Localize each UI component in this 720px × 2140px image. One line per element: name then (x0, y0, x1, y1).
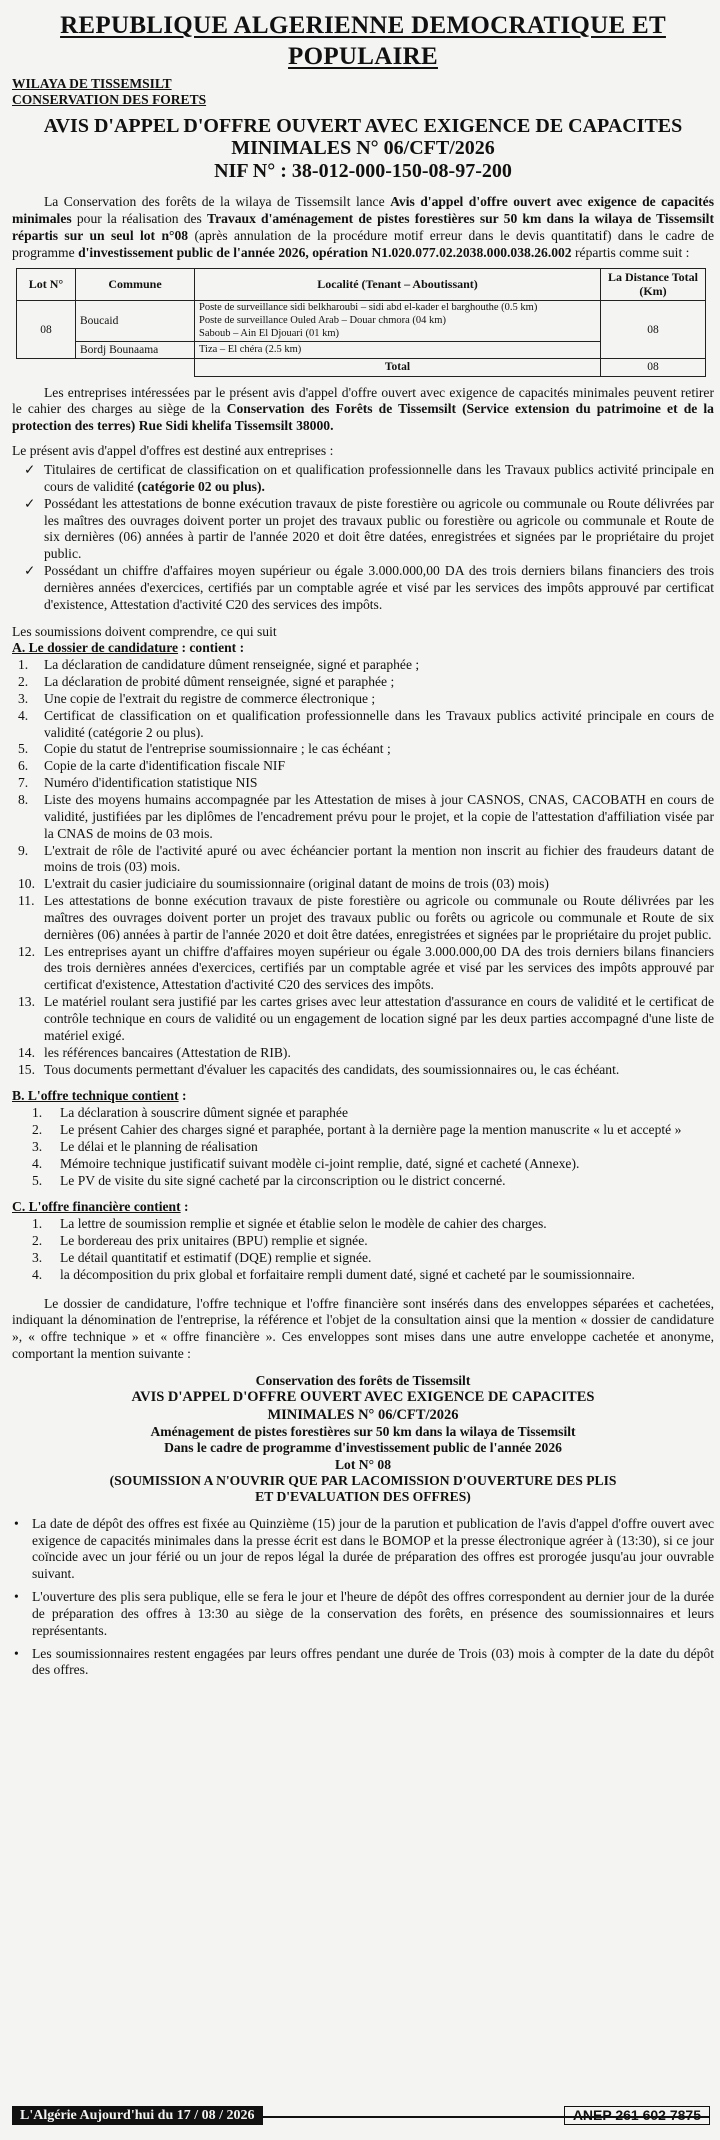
list-item-text: Une copie de l'extrait du registre de commerce électronique ; (44, 690, 376, 706)
list-item-number: 5. (32, 1172, 43, 1188)
list-item (12, 876, 714, 893)
lots-table-header (17, 268, 706, 301)
list-item (12, 775, 714, 792)
list-item-text: les références bancaires (Attestation de RIB). (44, 1044, 291, 1060)
list-item-text: L'ouverture des plis sera publique, elle se fera le jour et l'heure de dépôt des offres correspondent au dernier jour de la durée de préparation des offres à 13:30 au siège de la conservation des forêts, en présence des soumissionnaires et leurs représentants. (32, 1589, 714, 1638)
list-item-number: 9. (18, 842, 29, 858)
financiere-heading-tail: : (180, 1199, 189, 1215)
anep-reference: ANEP 261 602 7875 (564, 2106, 710, 2125)
list-item-text: La date de dépôt des offres est fixée au Quinzième (15) jour de la parution et publication de l'avis d'appel d'offre ouvert avec exigence de capacités minimales dans la presse écrit est dans le BOMOP et la presse électronique agréer à (13:30), si ce jour coïncide avec un jour férié ou un jour de repos légal la durée de préparation des offres est prorogée jusqu'au jour ouvrable suivant. (32, 1515, 714, 1582)
list-item-number: 7. (18, 775, 29, 791)
financiere-list (12, 1216, 714, 1283)
destine-list (12, 462, 714, 614)
list-item (12, 792, 714, 843)
technique-heading-tail: : (178, 1088, 187, 1104)
commune-cell: Boucaid (76, 301, 195, 342)
list-item (12, 1250, 714, 1267)
list-item (12, 1156, 714, 1173)
col-localite: Localité (Tenant – Aboutissant) (195, 268, 601, 301)
list-item-number: 2. (18, 674, 29, 690)
list-item (12, 758, 714, 775)
list-item-number: 3. (32, 1249, 43, 1265)
list-item (12, 1646, 714, 1680)
list-item-number: 1. (32, 1216, 43, 1232)
intro-bold-1: Avis d'appel d'offre ouvert avec exigence de capacités minimales (12, 194, 715, 227)
bullet-icon: • (14, 1515, 19, 1531)
soumissions-intro: Les soumissions doivent comprendre, ce qui suit (12, 623, 277, 639)
list-item (12, 563, 714, 614)
list-item-text: Possédant les attestations de bonne exécution travaux de piste forestière ou agricole ou communale ou Route délivrées par les maîtres des ouvrages doivent porter un projet des travaux public ou forestière ou agricole ou communale et Route de six dernières (06) années à partir de l'année 2020 et doit être datées, enregistrées et signées par le propriétaire du projet public. (44, 495, 714, 562)
total-value: 08 (601, 359, 706, 376)
lot-number: 08 (17, 301, 76, 359)
checkmark-icon: ✓ (24, 495, 36, 511)
list-item-text: Mémoire technique justificatif suivant modèle ci-joint remplie, daté, signé et cacheté (Annexe). (60, 1155, 580, 1171)
list-item-number: 4. (32, 1266, 43, 1282)
list-item (12, 674, 714, 691)
envelope-mention (12, 1373, 714, 1506)
intro-text-1: La Conservation des forêts de la wilaya de Tissemsilt lance (44, 194, 391, 210)
republic-title: REPUBLIQUE ALGERIENNE DEMOCRATIQUE ET POPULAIRE (60, 12, 666, 70)
checkmark-icon: ✓ (24, 563, 36, 579)
col-commune: Commune (76, 268, 195, 301)
list-item (12, 1105, 714, 1122)
list-item-text: La déclaration à souscrire dûment signée et paraphée (60, 1105, 348, 1121)
dossier-list (12, 657, 714, 1078)
list-item-number: 4. (32, 1155, 43, 1171)
list-item-text: Les soumissionnaires restent engagées par leurs offres pendant une durée de Trois (03) mois à compter de la date du dépôt des offres. (32, 1645, 714, 1678)
mention-line: ET D'EVALUATION DES OFFRES) (255, 1489, 471, 1505)
mention-line: (SOUMISSION A N'OUVRIR QUE PAR LACOMISSION D'OUVERTURE DES PLIS (109, 1473, 617, 1489)
list-item (12, 994, 714, 1045)
list-item-number: 4. (18, 707, 29, 723)
list-item-number: 6. (18, 758, 29, 774)
list-item-number: 5. (18, 741, 29, 757)
list-item (12, 1173, 714, 1190)
financiere-heading (12, 1199, 714, 1216)
commune-cell: Bordj Bounaama (76, 342, 195, 359)
col-distance: La Distance Total (Km) (601, 268, 706, 301)
list-item-text: la décomposition du prix global et forfaitaire rempli dument daté, signé et cacheté par le soumissionnaire. (60, 1266, 635, 1282)
list-item-number: 10. (18, 876, 35, 892)
list-item (12, 708, 714, 742)
empty-cell (17, 359, 76, 376)
localite-item: Poste de surveillance sidi belkharoubi – sidi abd el-kader el barghouthe (0.5 km) (199, 302, 538, 314)
list-item-text: Le présent Cahier des charges signé et paraphée, portant à la dernière page la mention manuscrite « lu et accepté » (60, 1122, 682, 1138)
list-item (12, 1045, 714, 1062)
retrait-paragraph (12, 385, 714, 436)
list-item (12, 657, 714, 674)
list-item-text: Le bordereau des prix unitaires (BPU) remplie et signée. (60, 1233, 368, 1249)
list-item-text: Certificat de classification on et qualification professionnelle dans les Travaux publics activité principale en cours de validité (catégorie 2 ou plus). (44, 707, 714, 740)
list-item (12, 893, 714, 944)
list-item-text: Liste des moyens humains accompagnée par les Attestation de mises à jour CASNOS, CNAS, CACOBATH en cours de validité, justifiées par les diplômes de l'encadrement prévu pour le projet, et la copie de l'attestation d'affiliation visée par la CNAS de moins de 03 mois. (44, 792, 714, 841)
mention-line: Aménagement de pistes forestières sur 50 km dans la wilaya de Tissemsilt (150, 1424, 576, 1440)
mention-line: Dans le cadre de programme d'investissement public de l'année 2026 (164, 1440, 562, 1456)
technique-list (12, 1105, 714, 1189)
list-item-text: Les attestations de bonne exécution travaux de piste forestière ou agricole ou communale ou Route délivrées par les maîtres des ouvrages doivent porter un projet des travaux public ou forêts ou agricole ou communale et Route de six dernières (06) années à partir de l'année 2020 et doit être datées, enregistrées et signées par le propriétaire du projet public. (44, 893, 714, 942)
intro-text-2: pour la réalisation des (71, 211, 208, 227)
list-item-text: Titulaires de certificat de classification on et qualification professionnelle dans les Travaux publics activité principale en cours de validité (44, 461, 714, 494)
intro-text-3: (après annulation de la procédure motif erreur dans le devis quantitatif) dans le cadre de programme (12, 227, 715, 260)
conservation-label: CONSERVATION DES FORETS (12, 91, 207, 107)
list-item (12, 843, 714, 877)
list-item-text: L'extrait du casier judiciaire du soumissionnaire (original datant de moins de trois (03) mois) (44, 876, 549, 892)
technique-heading-text: B. L'offre technique contient (12, 1088, 179, 1104)
list-item-number: 3. (18, 690, 29, 706)
list-item (12, 462, 714, 496)
enveloppes-paragraph: Le dossier de candidature, l'offre technique et l'offre financière sont insérés dans des enveloppes séparées et cachetées, indiquant la dénomination de l'entreprise, la référence et l'objet de la consultation ainsi que la mention « dossier de candidature », « offre technique » et « offre financière ». Ces enveloppes sont mises dans une autre enveloppe cachetée et anonyme, comportant la mention suivante : (12, 1295, 714, 1362)
localite-item: Poste de surveillance Ouled Arab – Douar chmora (04 km) (199, 314, 446, 326)
bullet-icon: • (14, 1645, 19, 1661)
intro-bold-2: Travaux d'aménagement de pistes forestières sur 50 km dans la wilaya de Tissemsilt répartis sur un seul lot n°08 (12, 211, 714, 243)
list-item-number: 1. (18, 657, 29, 673)
mention-line: Lot N° 08 (334, 1456, 392, 1472)
table-row (17, 301, 706, 342)
list-item (12, 1267, 714, 1284)
list-item (12, 1062, 714, 1079)
list-item (12, 741, 714, 758)
list-item (12, 691, 714, 708)
list-item (12, 1122, 714, 1139)
col-lot: Lot N° (17, 268, 76, 301)
list-item-number: 8. (18, 792, 29, 808)
list-item-text: Les entreprises ayant un chiffre d'affaires moyen supérieur ou égale 3.000.000,00 DA des trois derniers bilans financiers des trois dernières années d'exercices, certifiés par un comptable agrée et visé par les services des impôts approuvé par certificat d'existence, Attestation d'activité C20 des services des impôts. (44, 943, 714, 993)
list-item-text: Le matériel roulant sera justifié par les cartes grises avec leur attestation d'assurance en cours de validité et le certificat de contrôle technique en cours de validité ou un engagement de location signé par les deux parties accompagné d'une liste de matériel exigé. (44, 994, 714, 1043)
list-item-text: Possédant un chiffre d'affaires moyen supérieur ou égale 3.000.000,00 DA des trois derniers bilans financiers des trois dernières années d'exercices, certifiés par un comptable agrée et visé par les services des impôts approuvé par certificat d'existence, Attestation d'activité C20 des services des impôts. (44, 563, 714, 612)
bullet-icon: • (14, 1589, 19, 1605)
list-item (12, 1233, 714, 1250)
localite-cell (195, 301, 601, 342)
lots-table (16, 268, 706, 377)
list-item (12, 1589, 714, 1640)
intro-bold-3: d'investissement public de l'année 2026, opération N1.020.077.02.2038.000.038.26.002 (78, 244, 572, 260)
intro-paragraph (12, 194, 714, 261)
financiere-heading-text: C. L'offre financière contient (12, 1199, 181, 1215)
notice-title (12, 115, 714, 182)
list-item-text: Numéro d'identification statistique NIS (44, 775, 258, 791)
list-item-number: 12. (18, 943, 35, 959)
footer (12, 2106, 710, 2126)
list-item (12, 496, 714, 563)
list-item (12, 944, 714, 995)
newspaper-notice (12, 10, 714, 2134)
list-item-text: L'extrait de rôle de l'activité apuré ou avec échéancier portant la mention non inscrit au fichier des fraudeurs datant de moins de trois (03) mois. (44, 842, 714, 875)
list-item-text: Le PV de visite du site signé cacheté par la circonscription ou le district concerné. (60, 1172, 506, 1188)
list-item-number: 13. (18, 994, 35, 1010)
dossier-heading-tail: : contient : (178, 640, 245, 656)
intro-text-4: répartis comme suit : (571, 244, 690, 260)
list-item-number: 2. (32, 1233, 43, 1249)
list-item-text: Le délai et le planning de réalisation (60, 1138, 258, 1154)
list-item-text: Copie de la carte d'identification fiscale NIF (44, 758, 286, 774)
mention-line: MINIMALES N° 06/CFT/2026 (267, 1406, 459, 1423)
notice-title-line2: MINIMALES N° 06/CFT/2026 (231, 137, 495, 160)
wilaya-label: WILAYA DE TISSEMSILT (12, 76, 172, 91)
list-item-number: 15. (18, 1061, 35, 1077)
destine-intro: Le présent avis d'appel d'offres est destiné aux entreprises : (12, 443, 334, 459)
final-bullets (12, 1516, 714, 1680)
retrait-bold: Conservation des Forêts de Tissemsilt (Service extension du patrimoine et de la protection des terres) Rue Sidi khelifa Tissemsilt 38000. (12, 401, 714, 434)
localite-item: Saboub – Ain El Djouari (01 km) (199, 327, 339, 339)
list-item-number: 1. (32, 1105, 43, 1121)
list-item (12, 1216, 714, 1233)
table-total-row (17, 359, 706, 376)
list-item-number: 11. (18, 893, 35, 909)
total-label: Total (195, 359, 601, 376)
technique-heading (12, 1088, 714, 1105)
distance-cell: 08 (601, 301, 706, 359)
list-item-number: 14. (18, 1044, 35, 1060)
empty-cell (76, 359, 195, 376)
list-item-number: 3. (32, 1138, 43, 1154)
mention-line: AVIS D'APPEL D'OFFRE OUVERT AVEC EXIGENCE DE CAPACITES (131, 1389, 595, 1406)
list-item-text: Le détail quantitatif et estimatif (DQE) remplie et signée. (60, 1249, 372, 1265)
mention-line: Conservation des forêts de Tissemsilt (255, 1373, 471, 1389)
list-item (12, 1516, 714, 1583)
list-item-text: Tous documents permettant d'évaluer les capacités des candidats, des soumissionnaires ou, le cas échéant. (44, 1061, 620, 1077)
publication-date: L'Algérie Aujourd'hui du 17 / 08 / 2026 (12, 2106, 263, 2125)
list-item-number: 2. (32, 1122, 43, 1138)
retrait-text: Les entreprises intéressées par le présent avis d'appel d'offre ouvert avec exigence de capacités minimales peuvent retirer le cahier des charges au siège de la (12, 384, 714, 417)
checkmark-icon: ✓ (24, 461, 36, 477)
localite-cell: Tiza – El chéra (2.5 km) (195, 342, 601, 359)
list-item-text: La déclaration de probité dûment renseignée, signé et paraphée ; (44, 674, 395, 690)
list-item (12, 1139, 714, 1156)
list-item-bold: (catégorie 02 ou plus). (137, 478, 265, 494)
notice-nif: NIF N° : 38-012-000-150-08-97-200 (214, 159, 512, 182)
list-item-text: Copie du statut de l'entreprise soumissionnaire ; le cas échéant ; (44, 741, 391, 757)
list-item-text: La déclaration de candidature dûment renseignée, signé et paraphée ; (44, 657, 420, 673)
list-item-text: La lettre de soumission remplie et signée et établie selon le modèle de cahier des charges. (60, 1216, 547, 1232)
dossier-heading-text: A. Le dossier de candidature (12, 640, 179, 656)
notice-title-line1: AVIS D'APPEL D'OFFRE OUVERT AVEC EXIGENCE DE CAPACITES (43, 115, 683, 138)
dossier-heading (12, 640, 714, 657)
